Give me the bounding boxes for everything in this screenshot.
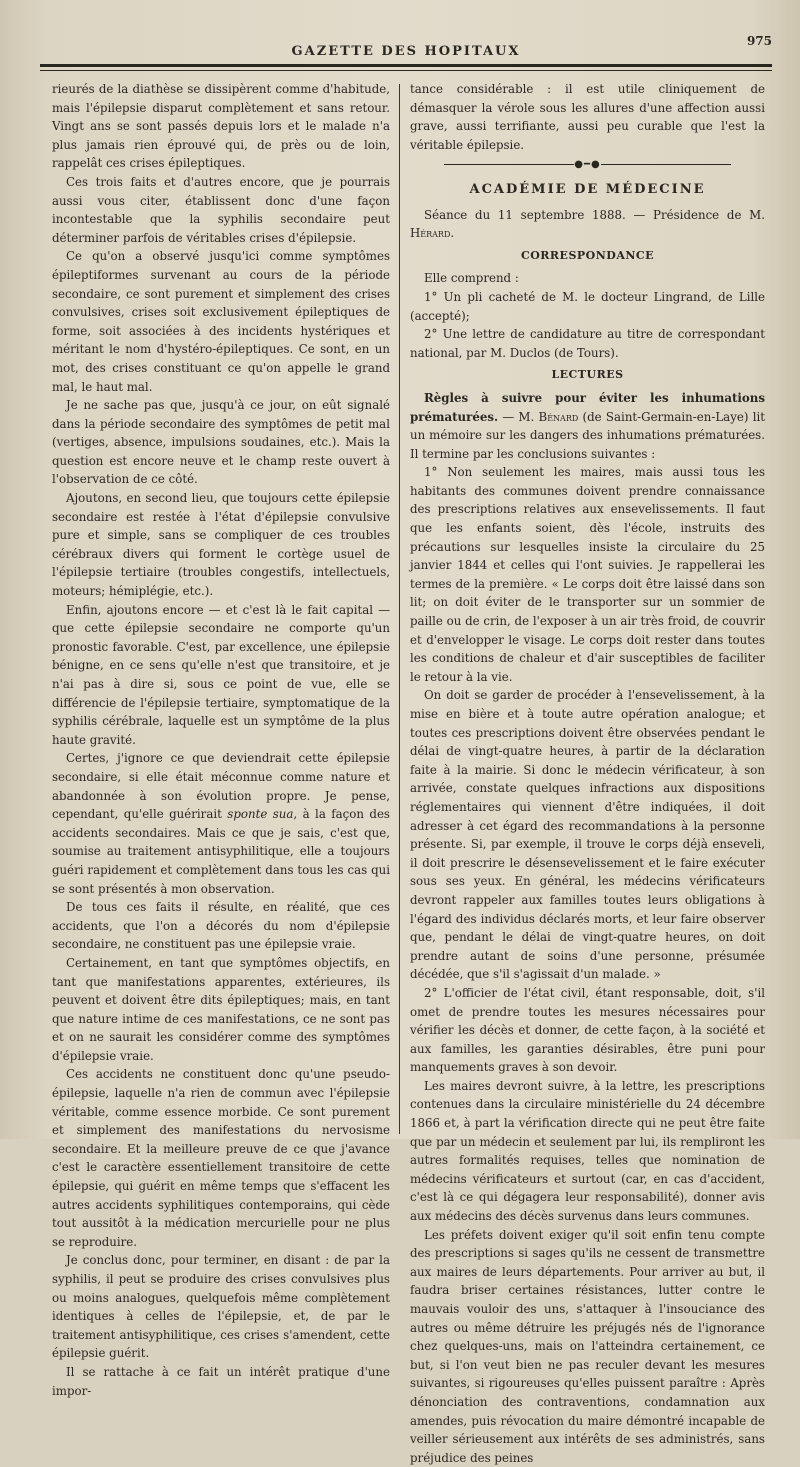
left-column [52, 80, 390, 1400]
list-item: 1° Un pli cacheté de M. le docteur Lingrand, de Lille (accepté); [410, 289, 765, 323]
paragraph: rieurés de la diathèse se dissipèrent comme d'habitude, mais l'épilepsie disparut complètement et sans retour. Vingt ans se sont passés depuis lors et le malade n'a plus jamais rien éprouvé qui, de près ou de loin, rappelât ces crises épileptiques. [52, 82, 390, 171]
paragraph [52, 749, 390, 898]
paragraph: tance considérable : il est utile cliniquement de démasquer la vérole sous les allures d'une affection aussi grave, aussi terrifiante, aussi peu curable que l'est la véritable épilepsie. [410, 82, 765, 152]
paragraph: Ces accidents ne constituent donc qu'une pseudo-épilepsie, laquelle n'a rien de commun avec l'épilepsie véritable, comme essence morbide. Ce sont purement et simplement des manifestations du nervosisme secondaire. Et la meilleure preuve de ce que j'avance c'est le caractère essentiellement transitoire de cette épilepsie, qui guérit en même temps que s'effacent les autres accidents syphilitiques contemporains, qui cède tout aussitôt à la médication mercurielle pour ne plus se reproduire. [52, 1067, 390, 1249]
paragraph [410, 389, 765, 463]
header-rule-thin [40, 70, 772, 71]
column-divider [399, 84, 400, 1134]
paragraph: Je conclus donc, pour terminer, en disant : de par la syphilis, il peut se produire des crises convulsives plus ou moins analogues, quelquefois même complètement identiques à celles de l'épilepsie, et, de par le traitement antisyphilitique, ces crises s'amendent, cette épilepsie guérit. [52, 1253, 390, 1361]
italic-phrase: sponte sua [227, 807, 294, 822]
paragraph: 1° Non seulement les maires, mais aussi tous les habitants des communes doivent prendre connaissance des prescriptions relatives aux ensevelissements. Il faut que les enfants soient, dès l'école, instruits des précautions sur lesquelles insiste la circulaire du 25 janvier 1844 et celles qui l'ont suivies. Je rappellerai les termes de la première. « Le corps doit être laissé dans son lit; on doit éviter de le transporter sur un sommier de paille ou de crin, de l'exposer à un air très froid, de couvrir et d'envelopper le visage. Le corps doit rester dans toutes les conditions de chaleur et d'air susceptibles de faciliter le retour à la vie. [410, 465, 765, 684]
article-title: Règles à suivre pour éviter les inhumations prématurées. [410, 390, 765, 424]
paragraph: Ajoutons, en second lieu, que toujours cette épilepsie secondaire est restée à l'état d'épilepsie convulsive pure et simple, sans se compliquer de ces troubles cérébraux divers qui forment le cortège usuel de l'épilepsie tertiaire (troubles congestifs, intellectuels, moteurs; hémiplégie, etc.). [52, 491, 390, 599]
paragraph: Les maires devront suivre, à la lettre, les prescriptions contenues dans la circulaire ministérielle du 24 décembre 1866 et, à part la vérification directe qui ne peut être faite que par un médecin et seulement par lui, ils rempliront les autres formalités requises, telles que nomination de médecins vérificateurs et surtout (car, en cas d'accident, c'est là ce qui dégagera leur responsabilité), donner avis aux médecins des décès survenus dans leurs communes. [410, 1078, 765, 1224]
section-title: ACADÉMIE DE MÉDECINE [469, 181, 706, 197]
journal-title: GAZETTE DES HOPITAUX [291, 44, 521, 59]
list-item: 2° Une lettre de candidature au titre de correspondant national, par M. Duclos (de Tours). [410, 327, 765, 360]
running-header [40, 34, 772, 74]
page-number: 975 [746, 34, 772, 48]
paragraph: 2° L'officier de l'état civil, étant responsable, doit, s'il omet de prendre toutes les mesures nécessaires pour vérifier les décès et donner, de cette façon, à la société et aux familles, les garanties désirables, être puni pour manquements graves à son devoir. [410, 985, 765, 1075]
paragraph: Ces trois faits et d'autres encore, que je pourrais aussi vous citer, établissent donc d'une façon incontestable que la syphilis secondaire peut déterminer parfois de véritables crises d'épilepsie. [52, 174, 390, 245]
text-run: (de Saint-Germain-en-Laye) lit un mémoire sur les dangers des inhumations prématurées. Il termine par les conclusions suivantes : [410, 409, 765, 461]
subheading-lectures: LECTURES [551, 368, 624, 382]
paragraph: De tous ces faits il résulte, en réalité, que ces accidents, que l'on a décorés du nom d'épilepsie secondaire, ne constituent pas une épilepsie vraie. [52, 900, 390, 952]
right-column [410, 80, 765, 1467]
paragraph: On doit se garder de procéder à l'ensevelissement, à la mise en bière et à toute autre opération analogue; et toutes ces prescriptions doivent être observées pendant le délai de vingt-quatre heures, à partir de la déclaration faite à la mairie. Si donc le médecin vérificateur, à son arrivée, constate quelques infractions aux dispositions réglementaires qui viennent d'être indiquées, il doit adresser à cet égard des recommandations à la personne présente. Si, par exemple, il trouve le corps déjà enseveli, il doit prescrire le désensevelissement et le faire exécuter sous ses yeux. En général, les médecins vérificateurs devront rappeler aux familles toutes leurs obligations à l'égard des individus déclarés morts, et leur faire observer que, pendant le délai de vingt-quatre heures, on doit prendre autant de soins d'une personne, présumée décédée, que s'il s'agissait d'un malade. » [410, 688, 765, 982]
session-line [410, 206, 765, 243]
paragraph: Je ne sache pas que, jusqu'à ce jour, on eût signalé dans la période secondaire des symptômes de petit mal (vertiges, absence, impulsions soudaines, etc.). Mais la question est encore neuve et le champ reste ouvert à l'observation de ce côté. [52, 398, 390, 487]
paragraph: Elle comprend : [424, 271, 519, 286]
text-run: , à la façon des accidents secondaires. Mais ce que je sais, c'est que, soumise au traitement antisyphilitique, elle a toujours guéri rapidement et complètement dans tous les cas qui se sont présentés à mon observation. [52, 807, 390, 896]
paragraph: Il se rattache à ce fait un intérêt pratique d'une impor- [52, 1364, 390, 1398]
text-run: Certes, j'ignore ce que deviendrait cette épilepsie secondaire, si elle était méconnue comme nature et abandonnée à son évolution propre. Je pense, cependant, qu'elle guérirait [52, 751, 390, 822]
paragraph: Les préfets doivent exiger qu'il soit enfin tenu compte des prescriptions si sages qu'ils ne cessent de transmettre aux maires de leurs départements. Pour arriver au but, il faudra briser certaines résistances, lutter contre le mauvais vouloir des uns, s'attaquer à l'insouciance des autres ou même détruire les préjugés nés de l'ignorance chez quelques-uns, mais on l'atteindra certainement, ce but, si l'on veut bien ne pas reculer devant les mesures suivantes, si rigoureuses qu'elles puissent paraître : Après dénonciation des contraventions, condamnation aux amendes, puis révocation du maire démontré incapable de veiller sérieusement aux intérêts de ses administrés, sans préjudice des peines [410, 1227, 765, 1465]
paragraph: Certainement, en tant que symptômes objectifs, en tant que manifestations apparentes, extérieures, ils peuvent et doivent être dits épileptiques; mais, en tant que nature intime de ces manifestations, ce ne sont pas et on ne saurait les considérer comme des symptômes d'épilepsie vraie. [52, 955, 390, 1063]
paragraph: Ce qu'on a observé jusqu'ici comme symptômes épileptiformes survenant au cours de la période secondaire, ce sont purement et simplement des crises convulsives, crises soit exclusivement épileptiques de forme, soit associées à des incidents hystériques et méritant le nom d'hystéro-épileptiques. Ce sont, en un mot, des crises constituant ce qu'on appelle le grand mal, le haut mal. [52, 249, 390, 394]
president-name: Hérard. [410, 226, 455, 241]
section-ornament: ●━● [410, 156, 765, 175]
header-rule-thick [40, 64, 772, 67]
paragraph: Enfin, ajoutons encore — et c'est là le fait capital — que cette épilepsie secondaire ne comporte qu'un pronostic favorable. C'est, par excellence, une épilepsie bénigne, en ce sens qu'elle n'est que transitoire, et je n'ai pas à dire si, sous ce point de vue, elle se différencie de l'épilepsie tertiaire, symptomatique de la syphilis cérébrale, laquelle est un symptôme de la plus haute gravité. [52, 602, 390, 747]
text-run: Séance du 11 septembre 1888. — Présidence de M. [424, 207, 765, 222]
subheading-correspondance: CORRESPONDANCE [520, 248, 655, 262]
author-name: — M. Bénard [498, 409, 579, 424]
